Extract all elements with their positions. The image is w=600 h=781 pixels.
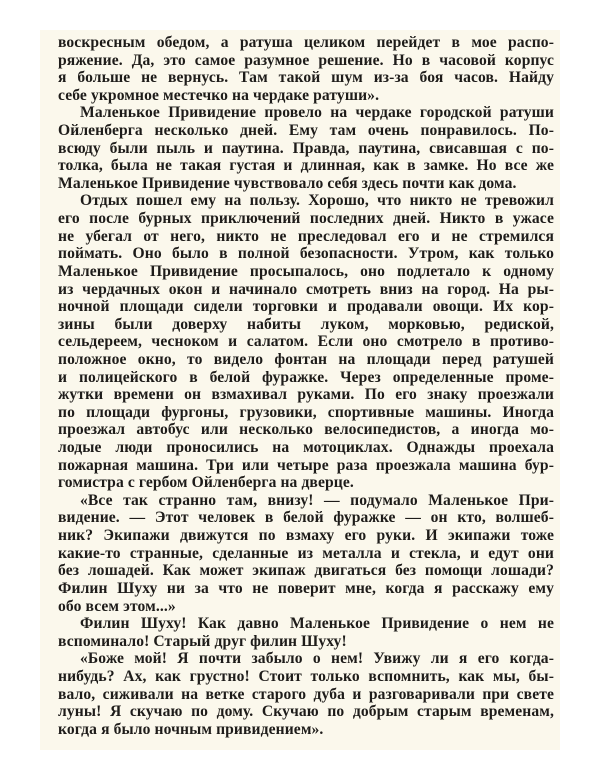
text-line: поймать. Оно было в полной безопасности. Утром, как только [58,245,554,263]
text-line: луны! Я скучаю по дому. Скучаю по добрым старым временам, [58,703,554,721]
text-line: гомистра с гербом Ойленберга на дверце. [58,474,354,492]
text-line: Отдых пошел ему на пользу. Хорошо, что никто не тревожил [80,192,554,210]
text-line: нибудь? Ах, как грустно! Стоит только вспомнить, как мы, бы- [58,667,554,685]
text-line: вспоминало! Старый друг филин Шуху! [58,632,347,650]
text-line: Ойленберга несколько дней. Ему там очень понравилось. По- [58,122,554,140]
text-line: видение. — Этот человек в белой фуражке — он кто, волшеб- [58,509,554,527]
text-line: ночной площади сидели торговки и продавали овощи. Их кор- [58,298,554,316]
text-line: из чердачных окон и начинало смотреть вниз на город. На ры- [58,280,554,298]
paragraph [58,192,554,491]
text-line: жутки времени он взмахивал руками. По его знаку проезжали [58,386,554,404]
paragraph [58,492,554,615]
text-line: «Боже мой! Я почти забыло о нем! Увижу ли я его когда- [80,650,554,668]
text-line: и полицейского в белой фуражке. Через определенные проме- [58,368,554,386]
text-line: воскресным обедом, а ратуша целиком перейдет в мое распо- [58,34,554,51]
paragraph [58,34,554,104]
paragraph [58,650,554,738]
text-line: толка, была не такая густая и длинная, как в замке. Но все же [58,157,554,175]
text-line: без лошадей. Как может экипаж двигаться без помощи лошади? [58,562,554,580]
text-line: не убегал от него, никто не преследовал его и не стремился [58,227,554,245]
text-line: ник? Экипажи движутся по взмаху его руки. И экипажи тоже [58,527,554,545]
text-line: пожарная машина. Три или четыре раза проезжала машина бур- [58,456,554,474]
text-line: когда я было ночным привидением». [58,720,324,738]
text-line: его после бурных приключений последних дней. Никто в ужасе [58,210,554,228]
text-line: сельдереем, чесноком и салатом. Если оно смотрело в противо- [58,333,554,351]
text-line: Филин Шуху! Как давно Маленькое Привидение о нем не [80,615,554,633]
text-line: лодые люди проносились на мотоциклах. Однажды проехала [58,439,554,457]
text-line: проезжал автобус или несколько велосипедистов, а иногда мо- [58,421,554,439]
text-line: Маленькое Привидение провело на чердаке городской ратуши [80,104,554,122]
text-line: зины были доверху набиты луком, морковью, редиской, [58,315,554,333]
text-line: обо всем этом...» [58,597,176,615]
text-line: по площади фургоны, грузовики, спортивные машины. Иногда [58,403,554,421]
text-line: я больше не вернусь. Там такой шум из-за боя часов. Найду [58,69,554,87]
text-line: ряжение. Да, это самое разумное решение. Но в часовой корпус [58,51,554,69]
text-line: «Все так странно там, внизу! — подумало Маленькое При- [80,491,554,509]
text-line: какие-то странные, сделанные из металла и стекла, и едут они [58,544,554,562]
paragraph [58,104,554,192]
text-line: вало, сиживали на ветке старого дуба и разговаривали при свете [58,685,554,703]
paragraph [58,615,554,650]
book-text [58,34,554,738]
text-line: всюду были пыль и паутина. Правда, паутина, свисавшая с по- [58,139,554,157]
text-line: Маленькое Привидение просыпалось, оно подлетало к одному [58,262,554,280]
text-line: себе укромное местечко на чердаке ратуши». [58,86,380,104]
text-line: Маленькое Привидение чувствовало себя здесь почти как дома. [58,174,517,192]
text-line: положное окно, то видело фонтан на площади перед ратушей [58,350,554,368]
text-line: Филин Шуху ни за что не поверит мне, когда я расскажу ему [58,579,554,597]
